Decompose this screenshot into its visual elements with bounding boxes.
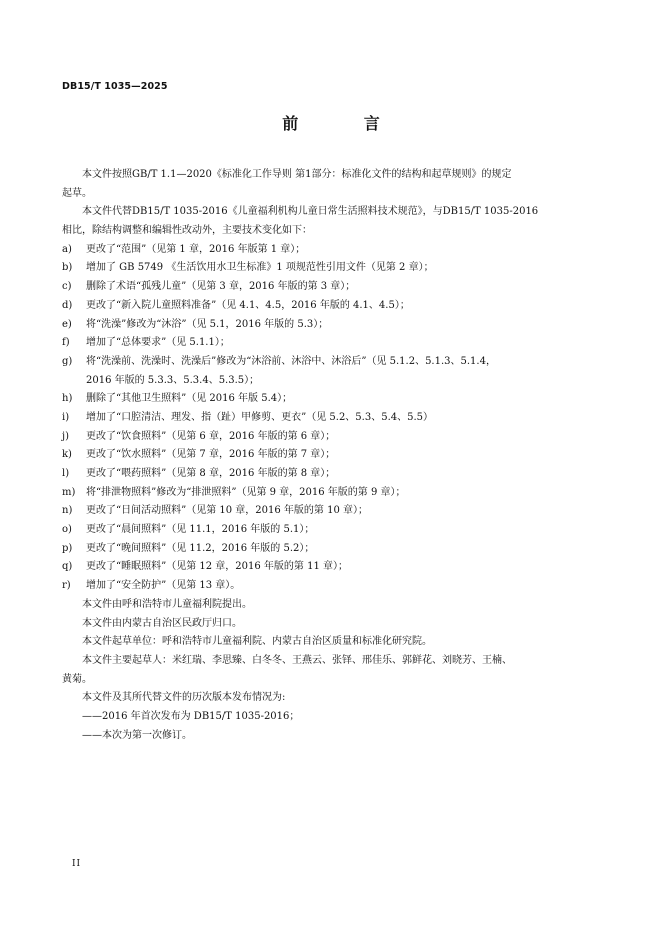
change-item-text: 更改了“饮水照料”（见第 7 章，2016 年版的第 7 章）； xyxy=(86,449,336,461)
changes-list xyxy=(62,245,602,600)
intro-paragraph-2-line-1: 本文件代替DB15/T 1035-2016《儿童福利机构儿童日常生活照料技术规范》，与DB15/T 1035-2016 xyxy=(82,206,539,218)
change-item-text: 增加了 GB 5749 《生活饮用水卫生标准》1 项规范性引用文件（见第 2 章）； xyxy=(86,262,434,274)
change-item xyxy=(62,506,602,525)
change-item-marker: n) xyxy=(62,505,73,517)
change-item-text: 将“排泄物照料”修改为“排泄照料”（见第 9 章，2016 年版的第 9 章）； xyxy=(86,486,406,498)
change-item xyxy=(62,581,602,600)
history-item-1: ——2016 年首次发布为 DB15/T 1035-2016； xyxy=(82,710,300,722)
change-item-text: 删除了“其他卫生照料”（见 2016 年版 5.4）； xyxy=(86,393,293,405)
change-item-marker: b) xyxy=(62,262,73,274)
change-item-marker: g) xyxy=(62,355,73,367)
intro-paragraph-1-line-1: 本文件按照GB/T 1.1—2020《标准化工作导则 第1部分：标准化文件的结构和起草规则》的规定 xyxy=(82,169,512,180)
history-intro: 本文件及其所代替文件的历次版本发布情况为: xyxy=(82,692,286,704)
change-item-text: 更改了“范围”（见第 1 章，2016 年版第 1 章）； xyxy=(86,243,306,255)
proposed-by: 本文件由呼和浩特市儿童福利院提出。 xyxy=(82,598,252,610)
change-item-marker: l) xyxy=(62,468,70,479)
change-item-marker: q) xyxy=(62,561,73,573)
intro-paragraph-1-line-2: 起草。 xyxy=(62,187,92,199)
intro-paragraph-2-line-2: 相比，除结构调整和编辑性改动外，主要技术变化如下： xyxy=(62,225,312,237)
change-item-marker: h) xyxy=(62,393,73,405)
change-item xyxy=(62,562,602,581)
change-item xyxy=(62,544,602,563)
change-item xyxy=(62,525,602,544)
change-item xyxy=(62,413,602,432)
change-item-marker: o) xyxy=(62,524,72,536)
change-item-marker: j) xyxy=(62,430,70,442)
change-item-text: 更改了“喂药照料”（见第 8 章，2016 年版的第 8 章）； xyxy=(86,468,336,479)
change-item xyxy=(62,488,602,507)
change-item-text: 更改了“日间活动照料”（见第 10 章，2016 年版的第 10 章）； xyxy=(86,505,369,517)
change-item xyxy=(62,432,602,451)
change-item xyxy=(62,301,602,320)
change-item-marker: r) xyxy=(62,580,71,592)
change-item-marker: i) xyxy=(62,411,70,423)
change-item-marker: f) xyxy=(62,337,70,349)
change-item xyxy=(62,320,602,339)
change-item-text: 更改了“睡眠照料”（见第 12 章，2016 年版的第 11 章）； xyxy=(86,561,349,573)
page-title: 前 言 xyxy=(282,114,410,133)
change-item xyxy=(62,245,602,264)
drafting-units: 本文件起草单位：呼和浩特市儿童福利院、内蒙古自治区质量和标准化研究院。 xyxy=(82,636,432,648)
change-item-text: 增加了“口腔清洁、理发、指（趾）甲修剪、更衣”（见 5.2、5.3、5.4、5.5） xyxy=(86,411,434,423)
change-item-text: 增加了“安全防护”（见第 13 章）。 xyxy=(86,580,241,592)
foreword-body xyxy=(62,170,602,749)
change-item-marker: c) xyxy=(62,281,72,293)
document-code: DB15/T 1035—2025 xyxy=(62,81,168,92)
history-item-2: ——本次为第一次修订。 xyxy=(82,729,192,741)
drafters-line-1: 本文件主要起草人：米红瑞、李思臻、白冬冬、王燕云、张铎、邢佳乐、郭鲜花、刘晓芳、王楠、 xyxy=(82,654,512,666)
change-item xyxy=(62,357,602,376)
drafters-line-2: 黄菊。 xyxy=(62,673,92,685)
change-item-marker: d) xyxy=(62,299,73,311)
change-item-text: 增加了“总体要求”（见 5.1.1）； xyxy=(86,337,230,349)
change-item-marker: e) xyxy=(62,318,72,330)
change-item-marker: k) xyxy=(62,449,72,461)
change-item-text: 更改了“新入院儿童照料准备”（见 4.1、4.5，2016 年版的 4.1、4.5）； xyxy=(86,299,410,311)
change-item-text: 更改了“晚间照料”（见 11.2，2016 年版的 5.2）； xyxy=(86,542,315,554)
change-item xyxy=(62,394,602,413)
change-item xyxy=(62,338,602,357)
change-item xyxy=(62,450,602,469)
change-item xyxy=(62,469,602,488)
managed-by: 本文件由内蒙古自治区民政厅归口。 xyxy=(82,617,242,629)
change-item-text: 更改了“晨间照料”（见 11.1，2016 年版的 5.1）； xyxy=(86,524,315,536)
change-item xyxy=(62,263,602,282)
change-item-marker: a) xyxy=(62,243,72,255)
change-item-marker: m) xyxy=(62,486,76,498)
change-item-marker: p) xyxy=(62,542,73,554)
change-item-text: 删除了术语“孤残儿童”（见第 3 章，2016 年版的第 3 章）； xyxy=(86,281,356,293)
change-item-text: 更改了“饮食照料”（见第 6 章，2016 年版的第 6 章）； xyxy=(86,430,336,442)
change-item-continuation: 2016 年版的 5.3.3、5.3.4、5.3.5）； xyxy=(86,374,260,386)
change-item-text: 将“洗澡”修改为“沐浴”（见 5.1，2016 年版的 5.3）； xyxy=(86,318,329,330)
page-number: II xyxy=(72,859,82,869)
change-item xyxy=(62,282,602,301)
change-item-text: 将“洗澡前、洗澡时、洗澡后”修改为“沐浴前、沐浴中、沐浴后”（见 5.1.2、5.1.3、5.1.4， xyxy=(86,355,496,367)
